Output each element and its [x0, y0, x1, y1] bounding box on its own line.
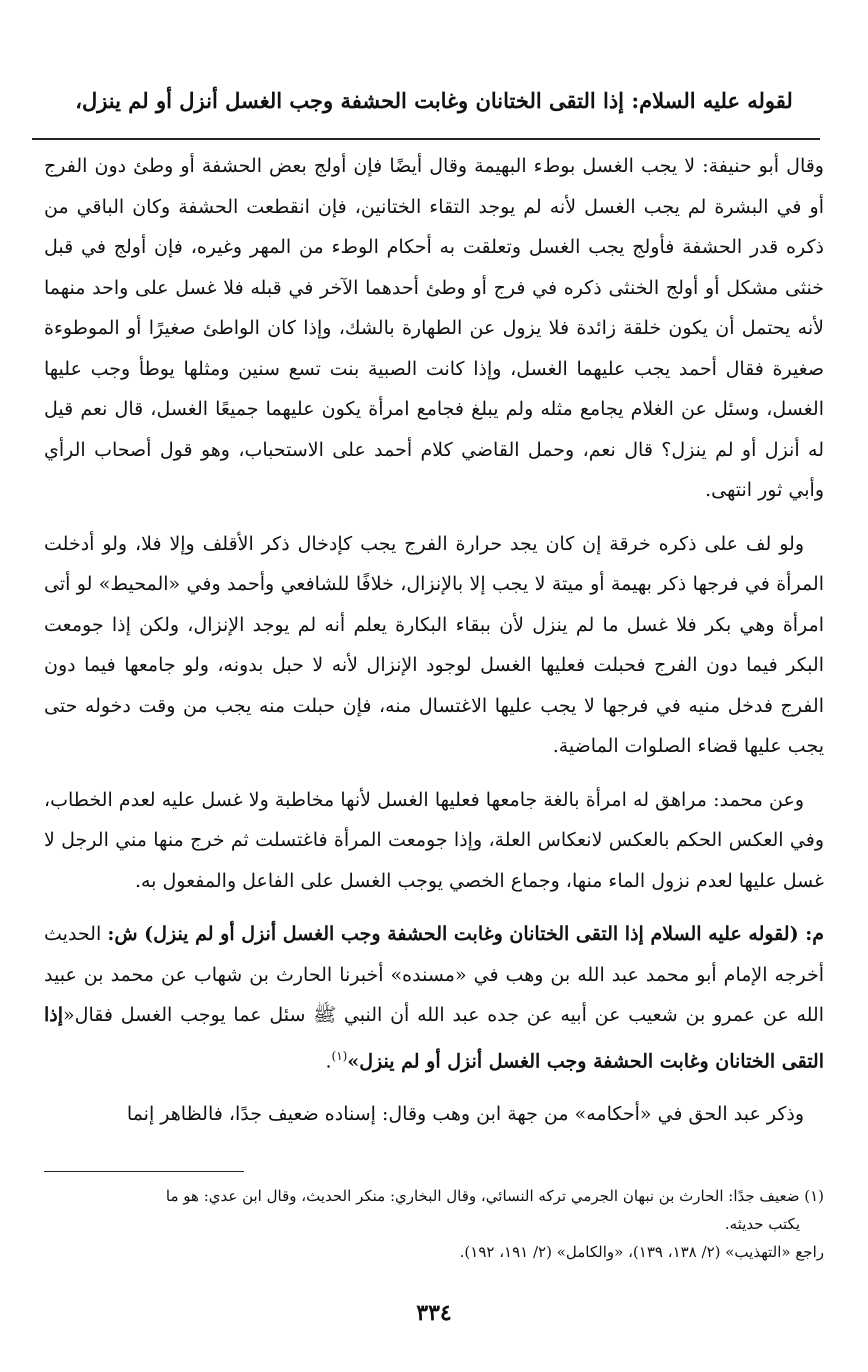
paragraph-4-text: الحديث أخرجه الإمام أبو محمد عبد الله بن وهب في «مسنده» أخبرنا الحارث بن شهاب عن محمد بن عبيد الله عن عمرو بن شعيب عن أبيه عن جده عبد الله أن النبي ﷺ سئل عما يوجب الغسل فقال« — [44, 923, 824, 1026]
paragraph-1: وقال أبو حنيفة: لا يجب الغسل بوطء البهيمة وقال أيضًا فإن أولج بعض الحشفة أو وطئ دون الفرج أو في البشرة لم يجب الغسل لأنه لم يوجد التقاء الختانين، فإن انقطعت الحشفة وكان الباقي من ذكره قدر الحشفة فأولج يجب الغسل وتعلقت به أحكام الوطء من المهر وغيره، فإن أولج في قبل خنثى مشكل أو أولج الخنثى ذكره في فرج أو وطئ أحدهما الآخر في قبله فلا غسل على واحد منهما لأنه يحتمل أن يكون خلقة زائدة فلا يزول عن الطهارة بالشك، وإذا كان الواطئ صغيرًا أو الموطوءة صغيرة فقال أحمد يجب عليهما الغسل، وإذا كانت الصبية بنت تسع سنين ومثلها يوطأ وجب عليها الغسل، وسئل عن الغلام يجامع مثله ولم يبلغ فجامع امرأة يكون عليهما جميعًا الغسل، قال نعم قيل له أنزل أو لم ينزل؟ قال نعم، وحمل القاضي كلام أحمد على الاستحباب، وهو قول أصحاب الرأي وأبي ثور انتهى. — [44, 155, 824, 501]
matn-quote: م: (لقوله عليه السلام إذا التقى الختانان وغابت الحشفة وجب الغسل أنزل أو لم ينزل) ش: — [107, 923, 824, 945]
paragraph-4 — [44, 914, 824, 1081]
footnote-1-line-1: (١) ضعيف جدًا: الحارث بن نبهان الجرمي تركه النسائي، وقال البخاري: منكر الحديث، وقال ابن عدي: هو ما — [165, 1187, 824, 1205]
paragraph-2: ولو لف على ذكره خرقة إن كان يجد حرارة الفرج يجب كإدخال ذكر الأقلف وإلا فلا، ولو أدخلت المرأة في فرجها ذكر بهيمة أو ميتة لا يجب إلا بالإنزال، خلافًا للشافعي وأحمد وفي «المحيط» لو أتى امرأة وهي بكر فلا غسل ما لم ينزل لأن ببقاء البكارة يعلم أنه لم يوجد الإنزال، ولكن إذا جومعت البكر فيما دون الفرج فحبلت فعليها الغسل لوجود الإنزال لأنه لا حبل بدونه، ولو جامعها فيما دون الفرج فدخل منيه في فرجها لا يجب عليها الاغتسال منه، فإن حبلت منه يجب من وقت دخوله حتى يجب عليها قضاء الصلوات الماضية. — [44, 532, 825, 757]
hadith-quote: إذا التقى الختانان وغابت الحشفة وجب الغسل أنزل أو لم ينزل» — [44, 1004, 824, 1072]
paragraph-3: وعن محمد: مراهق له امرأة بالغة جامعها فعليها الغسل لأنها مخاطبة ولا غسل عليه لعدم الخطاب، وفي العكس الحكم بالعكس لانعكاس العلة، وإذا جومعت المرأة فاغتسلت ثم خرج منها مني الرجل لا غسل عليها لعدم نزول الماء منها، وجماع الخصي يوجب الغسل على الفاعل والمفعول به. — [44, 788, 824, 892]
footnotes — [44, 1182, 824, 1266]
paragraph-5: وذكر عبد الحق في «أحكامه» من جهة ابن وهب وقال: إسناده ضعيف جدًا، فالظاهر إنما — [126, 1103, 804, 1126]
page-number: ٣٣٤ — [416, 1300, 452, 1326]
footnote-1-line-2: يكتب حديثه. — [724, 1215, 800, 1233]
footnote-divider — [44, 1171, 244, 1172]
main-text — [44, 146, 824, 1148]
footnote-marker: (١) — [331, 1048, 348, 1063]
page-header: لقوله عليه السلام: إذا التقى الختانان وغابت الحشفة وجب الغسل أنزل أو لم ينزل، — [75, 88, 793, 113]
footnote-1-line-3: راجع «التهذيب» (٢/ ١٣٨، ١٣٩)، «والكامل» (٢/ ١٩١، ١٩٢). — [459, 1243, 824, 1261]
header-divider — [32, 138, 820, 140]
paragraph-4-end: . — [325, 1049, 332, 1072]
